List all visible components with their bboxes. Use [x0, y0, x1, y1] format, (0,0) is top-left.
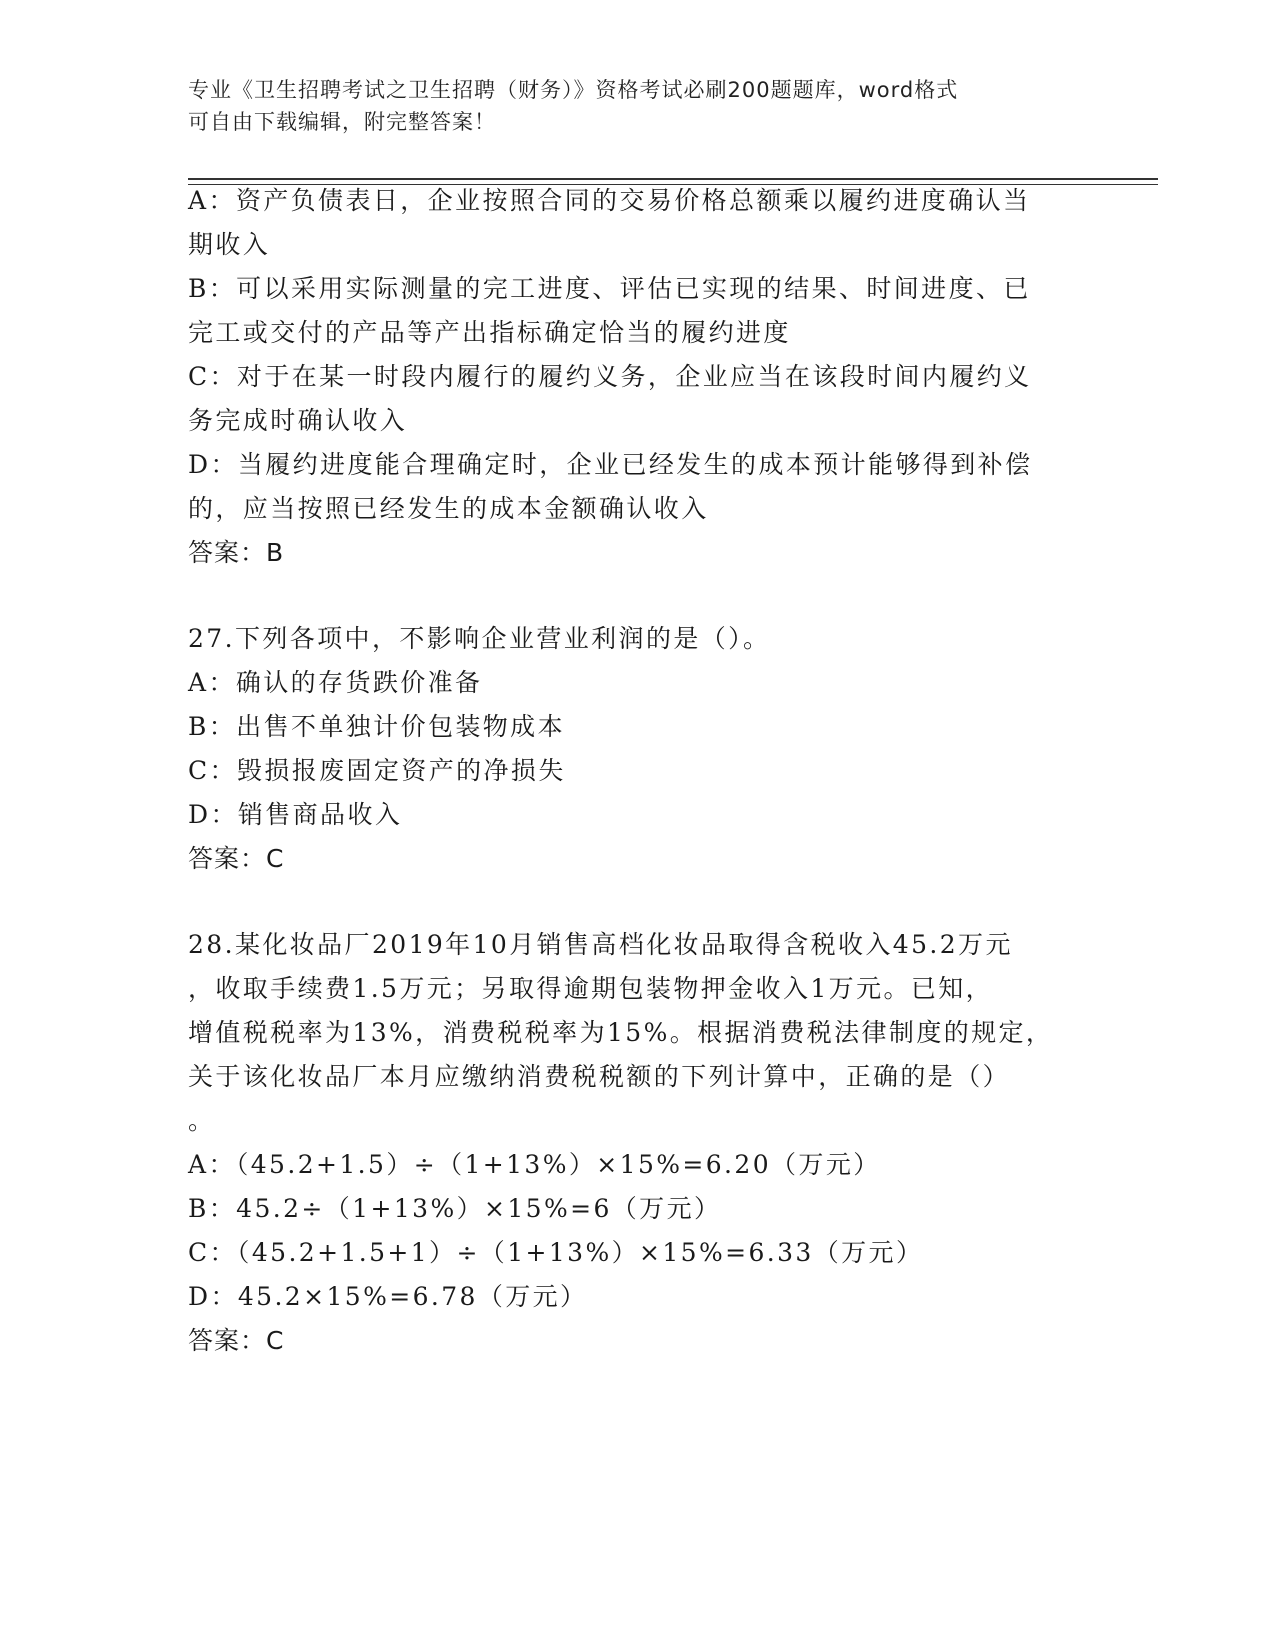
q26-option-c-line-1: C：对于在某一时段内履行的履约义务，企业应当在该段时间内履约义	[188, 362, 1032, 391]
q27-option-c: C：毁损报废固定资产的净损失	[188, 756, 566, 785]
header-divider-thick	[188, 178, 1158, 180]
page-header	[188, 74, 1068, 138]
q28-option-d: D：45.2×15%=6.78（万元）	[188, 1282, 588, 1311]
header-line-1: 专业《卫生招聘考试之卫生招聘（财务）》资格考试必刷200题题库，word格式	[188, 78, 959, 102]
q26-option-a-line-2: 期收入	[188, 230, 271, 259]
q28-stem-line-4: 关于该化妆品厂本月应缴纳消费税税额的下列计算中，正确的是（）	[188, 1062, 1011, 1091]
q28-option-a: A：（45.2+1.5）÷（1+13%）×15%=6.20（万元）	[188, 1150, 881, 1179]
q28-stem-line-3: 增值税税率为13%，消费税税率为15%。根据消费税法律制度的规定，	[188, 1018, 1054, 1047]
q28-answer: 答案：C	[188, 1326, 285, 1355]
q26-option-b-line-1: B：可以采用实际测量的完工进度、评估已实现的结果、时间进度、已	[188, 274, 1031, 303]
header-line-2: 可自由下载编辑，附完整答案！	[188, 110, 496, 134]
q28-stem-line-5: 。	[188, 1106, 216, 1135]
q28-stem-line-2: ，收取手续费1.5万元；另取得逾期包装物押金收入1万元。已知，	[188, 974, 994, 1003]
q26-option-d-line-1: D：当履约进度能合理确定时，企业已经发生的成本预计能够得到补偿	[188, 450, 1033, 479]
q27-stem: 27.下列各项中，不影响企业营业利润的是（）。	[188, 624, 771, 653]
q27-answer: 答案：C	[188, 844, 285, 873]
q27-option-d: D：销售商品收入	[188, 800, 403, 829]
q28-option-b: B：45.2÷（1+13%）×15%=6（万元）	[188, 1194, 722, 1223]
q26-answer: 答案：B	[188, 538, 285, 567]
q26-option-a-line-1: A：资产负债表日，企业按照合同的交易价格总额乘以履约进度确认当	[188, 186, 1031, 215]
q27-option-a: A：确认的存货跌价准备	[188, 668, 483, 697]
q26-option-b-line-2: 完工或交付的产品等产出指标确定恰当的履约进度	[188, 318, 791, 347]
q27-option-b: B：出售不单独计价包装物成本	[188, 712, 565, 741]
q28-option-c: C：（45.2+1.5+1）÷（1+13%）×15%=6.33（万元）	[188, 1238, 924, 1267]
q26-option-c-line-2: 务完成时确认收入	[188, 406, 408, 435]
q28-stem-line-1: 28.某化妆品厂2019年10月销售高档化妆品取得含税收入45.2万元	[188, 930, 1013, 959]
q26-option-d-line-2: 的，应当按照已经发生的成本金额确认收入	[188, 494, 709, 523]
